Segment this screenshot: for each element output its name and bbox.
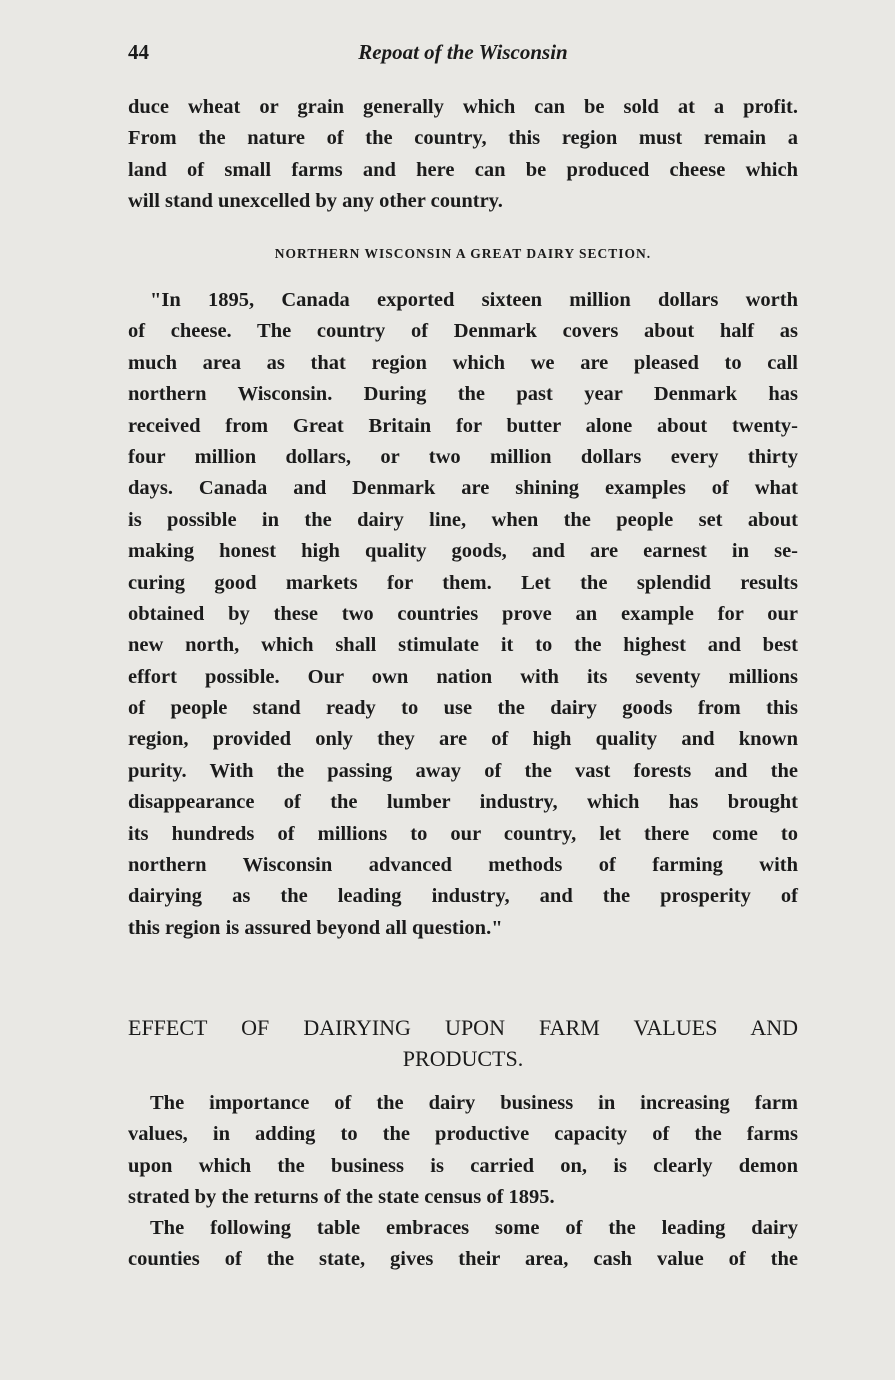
text-line: The following table embraces some of the leading dairy [150, 1217, 798, 1239]
text-line: making honest high quality goods, and are earnest in se- [128, 540, 798, 563]
text-line: upon which the business is carried on, is clearly demon [128, 1154, 798, 1177]
running-title: Repoat of the Wisconsin [358, 40, 568, 64]
text-line: purity. With the passing away of the vast forests and the [128, 759, 798, 782]
paragraph-table-intro [128, 1213, 798, 1276]
text-line: days. Canada and Denmark are shining examples of what [128, 477, 798, 500]
effect-heading-line: EFFECT OF DAIRYING UPON FARM VALUES AND [128, 1015, 798, 1040]
text-line: received from Great Britain for butter alone about twenty- [128, 414, 798, 437]
text-line: much area as that region which we are pleased to call [128, 351, 798, 374]
text-line: its hundreds of millions to our country, let there come to [128, 822, 798, 845]
section-heading: NORTHERN WISCONSIN A GREAT DAIRY SECTION. [274, 246, 652, 261]
text-line: is possible in the dairy line, when the people set about [128, 508, 798, 531]
text-line: will stand unexcelled by any other country. [128, 190, 503, 213]
text-line: disappearance of the lumber industry, which has brought [128, 791, 798, 814]
text-line: duce wheat or grain generally which can be sold at a profit. [128, 96, 798, 118]
text-line: northern Wisconsin. During the past year Denmark has [128, 383, 798, 406]
text-line: of people stand ready to use the dairy goods from this [128, 697, 798, 720]
text-line: this region is assured beyond all question." [128, 916, 503, 939]
page-number: 44 [128, 40, 149, 64]
text-line: effort possible. Our own nation with its seventy millions [128, 665, 798, 688]
text-line: values, in adding to the productive capacity of the farms [128, 1123, 798, 1146]
paragraph-intro [128, 92, 798, 218]
text-line: new north, which shall stimulate it to the highest and best [128, 634, 798, 657]
text-line: region, provided only they are of high quality and known [128, 728, 798, 751]
text-line: "In 1895, Canada exported sixteen million dollars worth [150, 289, 798, 311]
text-line: curing good markets for them. Let the splendid results [128, 571, 798, 594]
paragraph-quote [128, 285, 798, 944]
effect-heading-line: PRODUCTS. [402, 1046, 524, 1071]
paragraph-importance [128, 1088, 798, 1214]
text-line: From the nature of the country, this region must remain a [128, 127, 798, 150]
text-line: The importance of the dairy business in increasing farm [150, 1092, 798, 1114]
text-line: dairying as the leading industry, and the prosperity of [128, 885, 798, 908]
effect-heading [128, 1012, 798, 1074]
text-line: land of small farms and here can be produced cheese which [128, 158, 798, 181]
text-line: counties of the state, gives their area, cash value of the [128, 1248, 798, 1271]
text-line: four million dollars, or two million dollars every thirty [128, 445, 798, 468]
text-line: strated by the returns of the state census of 1895. [128, 1186, 555, 1209]
text-line: obtained by these two countries prove an example for our [128, 602, 798, 625]
text-line: northern Wisconsin advanced methods of farming with [128, 854, 798, 877]
text-line: of cheese. The country of Denmark covers about half as [128, 320, 798, 343]
page-header [128, 40, 798, 70]
